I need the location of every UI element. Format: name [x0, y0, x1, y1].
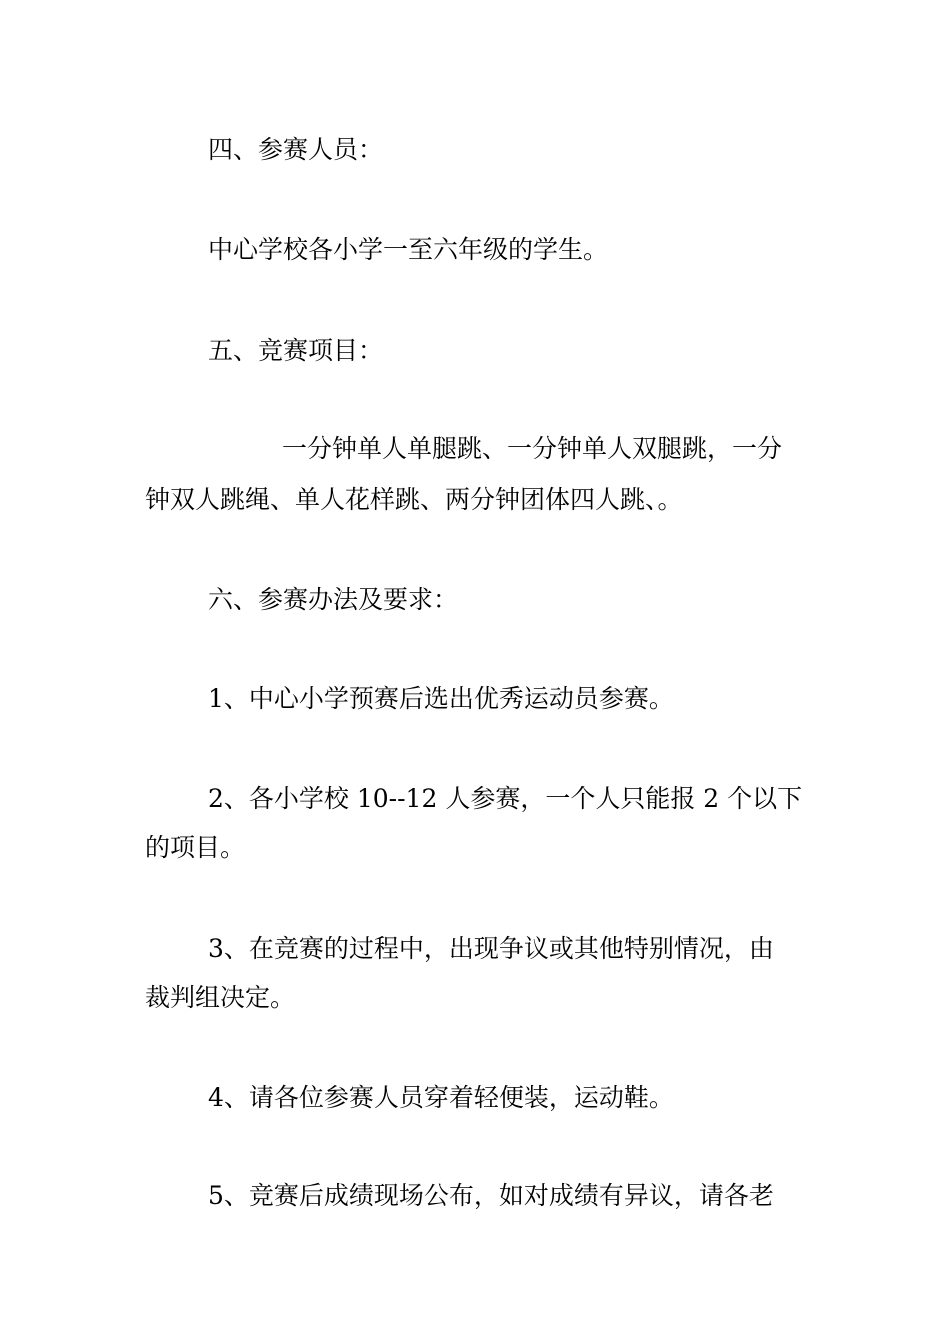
rule-item-1: 1、中心小学预赛后选出优秀运动员参赛。 [208, 684, 674, 713]
section-heading-events: 五、竞赛项目： [208, 336, 384, 365]
rule-item-2-line-2: 的项目。 [145, 833, 246, 862]
rule-item-3-line-1: 3、在竞赛的过程中，出现争议或其他特别情况，由 [208, 934, 774, 963]
paragraph-participants: 中心学校各小学一至六年级的学生。 [208, 235, 609, 264]
rule-item-2-line-1: 2、各小学校 10--12 人参赛，一个人只能报 2 个以下 [208, 784, 803, 813]
rule-item-4: 4、请各位参赛人员穿着轻便装，运动鞋。 [208, 1083, 674, 1112]
rule-item-3-line-2: 裁判组决定。 [145, 983, 296, 1012]
paragraph-events-line-2: 钟双人跳绳、单人花样跳、两分钟团体四人跳、。 [145, 485, 683, 514]
section-heading-rules: 六、参赛办法及要求： [208, 585, 459, 614]
rule-item-5-line-1: 5、竞赛后成绩现场公布，如对成绩有异议，请各老 [208, 1181, 774, 1210]
paragraph-events-line-1: 一分钟单人单腿跳、一分钟单人双腿跳，一分 [282, 434, 783, 463]
section-heading-participants: 四、参赛人员： [208, 135, 384, 164]
